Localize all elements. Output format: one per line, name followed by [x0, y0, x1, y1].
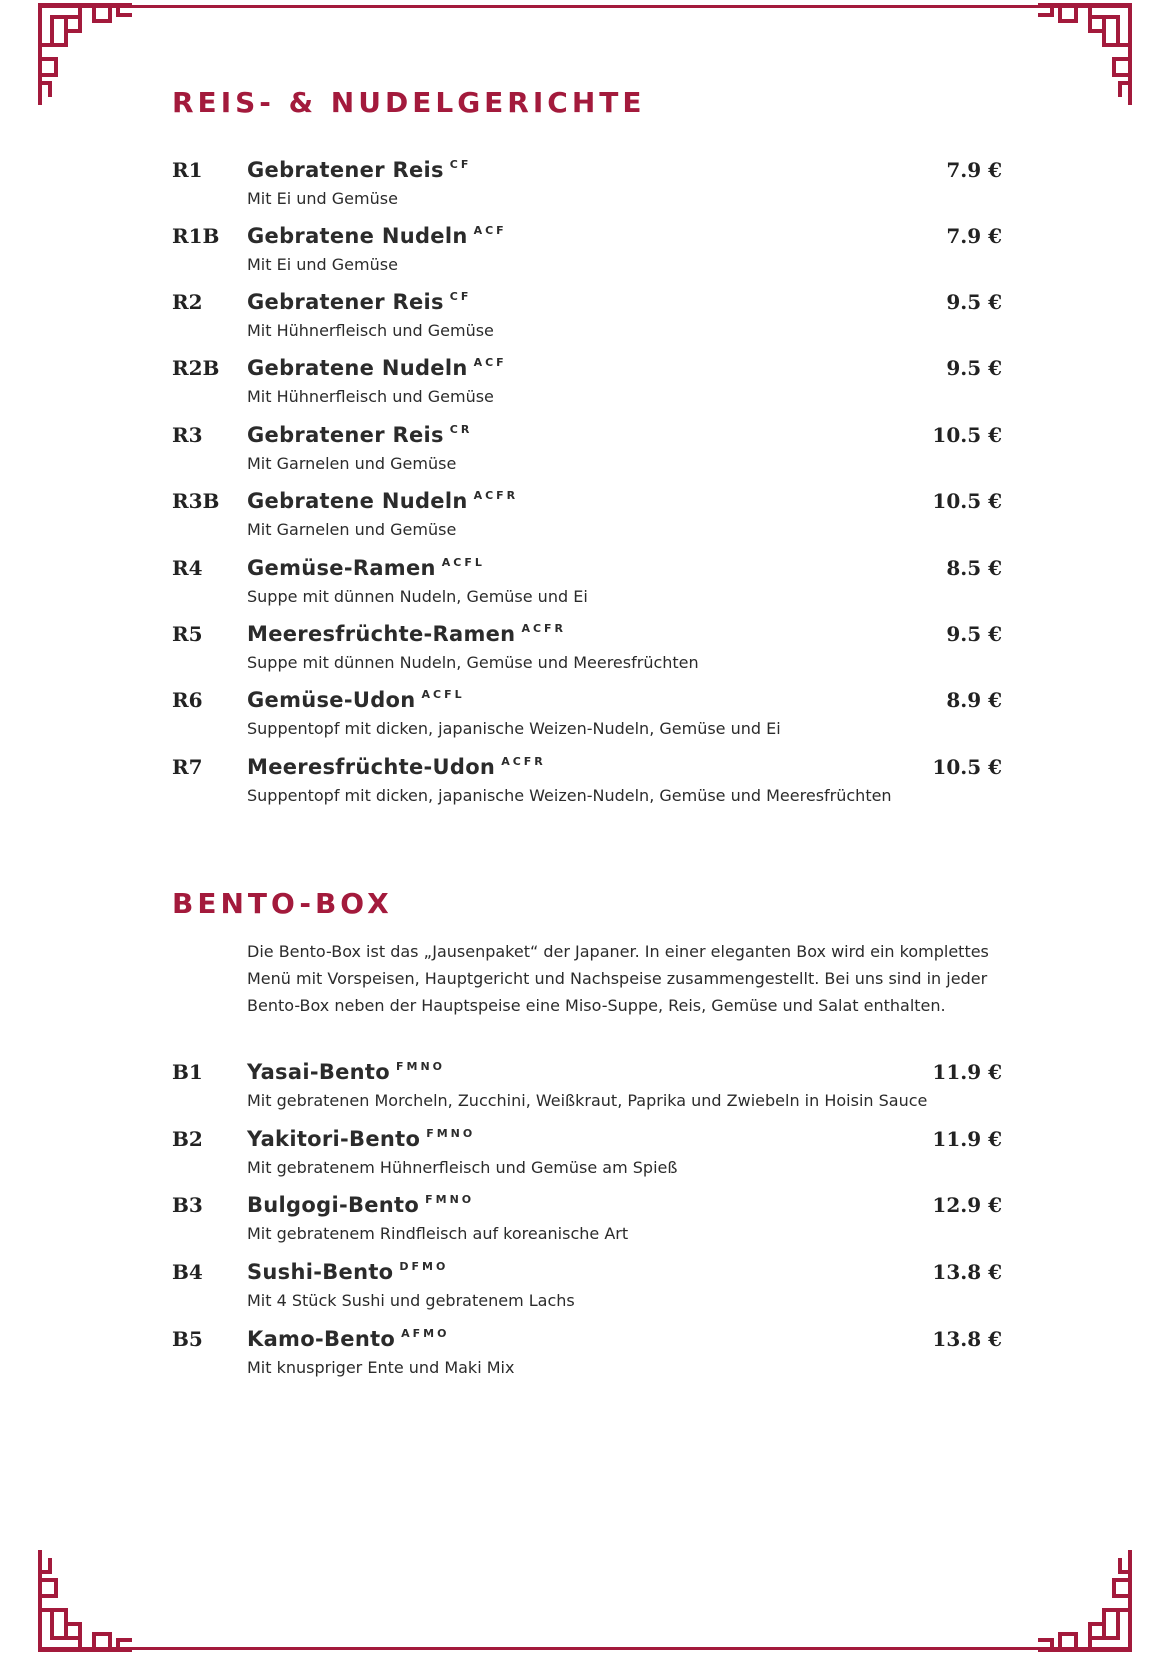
intro-line: Die Bento-Box ist das „Jausenpaket“ der Japaner. In einer eleganten Box wird ein komplettes	[247, 942, 989, 961]
item-price: 11.9 €	[932, 1060, 1002, 1084]
item-description: Mit Garnelen und Gemüse	[247, 454, 457, 473]
item-description: Mit Ei und Gemüse	[247, 255, 398, 274]
intro-line: Menü mit Vorspeisen, Hauptgericht und Nachspeise zusammengestellt. Bei uns sind in jeder	[247, 969, 988, 988]
item-price: 8.5 €	[946, 556, 1002, 580]
item-allergens: ACFR	[473, 489, 519, 502]
item-description: Mit gebratenem Rindfleisch auf koreanische Art	[247, 1224, 629, 1243]
item-description: Mit gebratenen Morcheln, Zucchini, Weißkraut, Paprika und Zwiebeln in Hoisin Sauce	[247, 1091, 928, 1110]
item-price: 13.8 €	[932, 1260, 1002, 1284]
item-price: 10.5 €	[932, 489, 1002, 513]
item-allergens: ACF	[473, 224, 507, 237]
item-code: R5	[172, 622, 203, 646]
item-description: Mit Hühnerfleisch und Gemüse	[247, 387, 494, 406]
item-name: Gebratene Nudeln $^{ACFR}$	[247, 489, 519, 513]
item-allergens: ACF	[473, 356, 507, 369]
frame-top-border	[40, 5, 1130, 8]
item-allergens: FMNO	[425, 1193, 475, 1206]
corner-ornament-icon	[38, 3, 138, 113]
item-description: Suppentopf mit dicken, japanische Weizen-Nudeln, Gemüse und Meeresfrüchten	[247, 786, 892, 805]
menu-item	[172, 622, 1002, 684]
item-price: 11.9 €	[932, 1127, 1002, 1151]
item-price: 13.8 €	[932, 1327, 1002, 1351]
item-price: 10.5 €	[932, 423, 1002, 447]
item-description: Mit knuspriger Ente und Maki Mix	[247, 1358, 515, 1377]
intro-line: Bento-Box neben der Hauptspeise eine Miso-Suppe, Reis, Gemüse und Salat enthalten.	[247, 996, 946, 1015]
menu-item	[172, 1127, 1002, 1189]
corner-ornament-icon	[1032, 1542, 1132, 1652]
menu-item	[172, 356, 1002, 418]
item-name: Gebratener Reis $^{CF}$	[247, 290, 472, 314]
item-description: Suppe mit dünnen Nudeln, Gemüse und Meeresfrüchten	[247, 653, 699, 672]
item-allergens: FMNO	[396, 1060, 446, 1073]
item-code: B5	[172, 1327, 203, 1351]
item-price: 9.5 €	[946, 356, 1002, 380]
menu-item	[172, 290, 1002, 352]
menu-item	[172, 423, 1002, 485]
item-price: 7.9 €	[946, 158, 1002, 182]
item-code: B4	[172, 1260, 203, 1284]
menu-item	[172, 489, 1002, 551]
item-name: Meeresfrüchte-Ramen $^{ACFR}$	[247, 622, 567, 646]
item-name: Gebratener Reis $^{CR}$	[247, 423, 473, 447]
item-price: 9.5 €	[946, 622, 1002, 646]
menu-item	[172, 1260, 1002, 1322]
item-description: Mit Garnelen und Gemüse	[247, 520, 457, 539]
item-code: R7	[172, 755, 203, 779]
item-name: Gebratene Nudeln $^{ACF}$	[247, 356, 507, 380]
item-code: R3	[172, 423, 203, 447]
item-name: Kamo-Bento $^{AFMO}$	[247, 1327, 450, 1351]
item-price: 7.9 €	[946, 224, 1002, 248]
item-name: Gemüse-Ramen $^{ACFL}$	[247, 556, 485, 580]
menu-item	[172, 224, 1002, 286]
item-name: Gebratener Reis $^{CF}$	[247, 158, 472, 182]
item-code: R1B	[172, 224, 220, 248]
item-allergens: FMNO	[426, 1127, 476, 1140]
item-code: R1	[172, 158, 203, 182]
item-allergens: DFMO	[399, 1260, 449, 1273]
menu-item	[172, 556, 1002, 618]
item-code: R2B	[172, 356, 220, 380]
section-title: REIS- & NUDELGERICHTE	[172, 86, 646, 119]
section-intro	[247, 938, 1017, 1019]
item-name: Yakitori-Bento $^{FMNO}$	[247, 1127, 476, 1151]
section-title: BENTO-BOX	[172, 887, 393, 920]
item-price: 8.9 €	[946, 688, 1002, 712]
item-allergens: CR	[449, 423, 473, 436]
item-name: Sushi-Bento $^{DFMO}$	[247, 1260, 449, 1284]
item-code: B1	[172, 1060, 203, 1084]
item-description: Suppentopf mit dicken, japanische Weizen-Nudeln, Gemüse und Ei	[247, 719, 781, 738]
item-allergens: ACFL	[441, 556, 485, 569]
item-price: 12.9 €	[932, 1193, 1002, 1217]
menu-item	[172, 688, 1002, 750]
menu-item	[172, 1193, 1002, 1255]
item-name: Bulgogi-Bento $^{FMNO}$	[247, 1193, 475, 1217]
item-description: Mit Hühnerfleisch und Gemüse	[247, 321, 494, 340]
item-code: R3B	[172, 489, 220, 513]
frame-bottom-border	[40, 1647, 1130, 1650]
item-name: Gebratene Nudeln $^{ACF}$	[247, 224, 507, 248]
item-price: 10.5 €	[932, 755, 1002, 779]
menu-item	[172, 158, 1002, 220]
item-price: 9.5 €	[946, 290, 1002, 314]
item-name: Yasai-Bento $^{FMNO}$	[247, 1060, 446, 1084]
menu-item	[172, 1327, 1002, 1389]
menu-item	[172, 1060, 1002, 1122]
item-description: Mit gebratenem Hühnerfleisch und Gemüse am Spieß	[247, 1158, 678, 1177]
corner-ornament-icon	[1032, 3, 1132, 113]
item-allergens: AFMO	[401, 1327, 450, 1340]
item-code: R2	[172, 290, 203, 314]
item-allergens: ACFL	[421, 688, 465, 701]
item-allergens: ACFR	[501, 755, 546, 768]
item-description: Mit 4 Stück Sushi und gebratenem Lachs	[247, 1291, 575, 1310]
item-description: Suppe mit dünnen Nudeln, Gemüse und Ei	[247, 587, 588, 606]
item-name: Meeresfrüchte-Udon $^{ACFR}$	[247, 755, 546, 779]
item-name: Gemüse-Udon $^{ACFL}$	[247, 688, 465, 712]
item-code: B3	[172, 1193, 203, 1217]
menu-item	[172, 755, 1002, 817]
item-allergens: CF	[449, 158, 472, 171]
item-code: R6	[172, 688, 203, 712]
item-code: B2	[172, 1127, 203, 1151]
corner-ornament-icon	[38, 1542, 138, 1652]
item-allergens: ACFR	[521, 622, 567, 635]
item-allergens: CF	[449, 290, 472, 303]
item-code: R4	[172, 556, 203, 580]
item-description: Mit Ei und Gemüse	[247, 189, 398, 208]
